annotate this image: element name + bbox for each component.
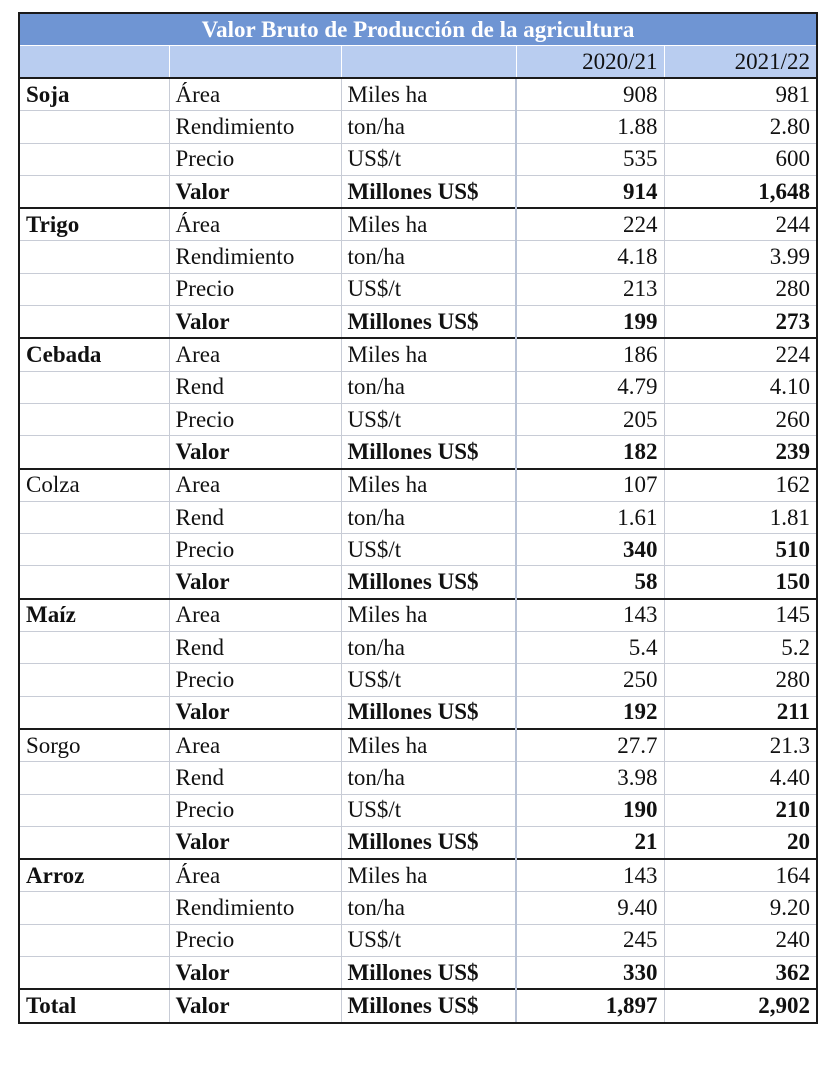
table-row: [19, 436, 817, 469]
value-2020-21-cell: 1,897: [516, 989, 664, 1022]
value-2021-22-cell: 224: [664, 338, 817, 371]
item-cell: Valor: [169, 436, 341, 469]
table-row: [19, 826, 817, 859]
item-cell: Valor: [169, 696, 341, 729]
value-2020-21-cell: 3.98: [516, 762, 664, 794]
table-row: [19, 306, 817, 339]
unit-cell: Miles ha: [341, 78, 516, 111]
table-title: Valor Bruto de Producción de la agricultura: [19, 13, 817, 46]
item-cell: Valor: [169, 957, 341, 990]
table-title-row: [19, 13, 817, 46]
table-row: [19, 664, 817, 696]
table-row: [19, 859, 817, 892]
item-cell: Valor: [169, 175, 341, 208]
value-2020-21-cell: 535: [516, 143, 664, 175]
table-row: [19, 143, 817, 175]
value-2021-22-cell: 4.10: [664, 371, 817, 403]
item-cell: Rend: [169, 632, 341, 664]
table-row: [19, 696, 817, 729]
value-2020-21-cell: 58: [516, 566, 664, 599]
unit-cell: US$/t: [341, 794, 516, 826]
crop-cell: [19, 696, 169, 729]
item-cell: Precio: [169, 273, 341, 305]
value-2020-21-cell: 143: [516, 859, 664, 892]
item-cell: Precio: [169, 403, 341, 435]
value-2021-22-cell: 981: [664, 78, 817, 111]
crop-cell: Colza: [19, 469, 169, 502]
value-2021-22-cell: 21.3: [664, 729, 817, 762]
item-cell: Área: [169, 78, 341, 111]
unit-cell: ton/ha: [341, 241, 516, 273]
unit-cell: Millones US$: [341, 306, 516, 339]
value-2021-22-cell: 260: [664, 403, 817, 435]
table-row: [19, 338, 817, 371]
value-2020-21-cell: 224: [516, 208, 664, 241]
unit-cell: Millones US$: [341, 957, 516, 990]
unit-cell: ton/ha: [341, 632, 516, 664]
crop-cell: [19, 762, 169, 794]
item-cell: Precio: [169, 534, 341, 566]
item-cell: Rendimiento: [169, 241, 341, 273]
value-2021-22-cell: 239: [664, 436, 817, 469]
unit-cell: Millones US$: [341, 696, 516, 729]
table-row: [19, 241, 817, 273]
value-2021-22-cell: 210: [664, 794, 817, 826]
table-row: [19, 469, 817, 502]
value-2021-22-cell: 240: [664, 924, 817, 956]
value-2021-22-cell: 145: [664, 599, 817, 632]
unit-cell: US$/t: [341, 273, 516, 305]
unit-cell: Millones US$: [341, 826, 516, 859]
value-2021-22-cell: 150: [664, 566, 817, 599]
item-cell: Area: [169, 599, 341, 632]
item-cell: Rend: [169, 762, 341, 794]
table-row: [19, 78, 817, 111]
item-cell: Valor: [169, 826, 341, 859]
header-item: [169, 46, 341, 79]
crop-cell: [19, 143, 169, 175]
value-2021-22-cell: 4.40: [664, 762, 817, 794]
unit-cell: Miles ha: [341, 469, 516, 502]
crop-cell: Maíz: [19, 599, 169, 632]
table-row: [19, 957, 817, 990]
production-value-table: [18, 12, 818, 1024]
value-2021-22-cell: 162: [664, 469, 817, 502]
table-row: [19, 566, 817, 599]
table-body: [19, 78, 817, 1023]
value-2020-21-cell: 1.61: [516, 501, 664, 533]
unit-cell: Miles ha: [341, 859, 516, 892]
unit-cell: US$/t: [341, 534, 516, 566]
value-2020-21-cell: 908: [516, 78, 664, 111]
production-table-sheet: [18, 12, 816, 1024]
value-2020-21-cell: 330: [516, 957, 664, 990]
item-cell: Precio: [169, 924, 341, 956]
value-2021-22-cell: 3.99: [664, 241, 817, 273]
value-2020-21-cell: 9.40: [516, 892, 664, 924]
unit-cell: ton/ha: [341, 892, 516, 924]
header-row: [19, 46, 817, 79]
value-2020-21-cell: 192: [516, 696, 664, 729]
unit-cell: ton/ha: [341, 111, 516, 143]
value-2021-22-cell: 280: [664, 664, 817, 696]
unit-cell: Millones US$: [341, 989, 516, 1022]
value-2021-22-cell: 244: [664, 208, 817, 241]
table-row: [19, 501, 817, 533]
header-year-2020-21: 2020/21: [516, 46, 664, 79]
crop-cell: [19, 566, 169, 599]
table-row: [19, 599, 817, 632]
table-row: [19, 632, 817, 664]
crop-cell: [19, 403, 169, 435]
value-2020-21-cell: 250: [516, 664, 664, 696]
value-2020-21-cell: 245: [516, 924, 664, 956]
item-cell: Area: [169, 469, 341, 502]
item-cell: Area: [169, 729, 341, 762]
value-2021-22-cell: 362: [664, 957, 817, 990]
value-2020-21-cell: 186: [516, 338, 664, 371]
unit-cell: US$/t: [341, 143, 516, 175]
unit-cell: Miles ha: [341, 208, 516, 241]
unit-cell: ton/ha: [341, 501, 516, 533]
value-2020-21-cell: 4.18: [516, 241, 664, 273]
crop-cell: Trigo: [19, 208, 169, 241]
value-2021-22-cell: 1.81: [664, 501, 817, 533]
table-row: [19, 208, 817, 241]
table-row: [19, 111, 817, 143]
value-2020-21-cell: 27.7: [516, 729, 664, 762]
crop-cell: Arroz: [19, 859, 169, 892]
value-2021-22-cell: 280: [664, 273, 817, 305]
header-crop: [19, 46, 169, 79]
value-2020-21-cell: 107: [516, 469, 664, 502]
table-row: [19, 729, 817, 762]
crop-cell: [19, 826, 169, 859]
value-2021-22-cell: 20: [664, 826, 817, 859]
unit-cell: ton/ha: [341, 762, 516, 794]
item-cell: Área: [169, 859, 341, 892]
value-2020-21-cell: 199: [516, 306, 664, 339]
value-2020-21-cell: 190: [516, 794, 664, 826]
crop-cell: Total: [19, 989, 169, 1022]
unit-cell: US$/t: [341, 664, 516, 696]
crop-cell: [19, 664, 169, 696]
item-cell: Valor: [169, 989, 341, 1022]
value-2020-21-cell: 143: [516, 599, 664, 632]
item-cell: Precio: [169, 143, 341, 175]
crop-cell: [19, 534, 169, 566]
crop-cell: [19, 111, 169, 143]
crop-cell: [19, 371, 169, 403]
value-2020-21-cell: 340: [516, 534, 664, 566]
table-row: [19, 762, 817, 794]
crop-cell: [19, 892, 169, 924]
value-2020-21-cell: 914: [516, 175, 664, 208]
item-cell: Rend: [169, 501, 341, 533]
unit-cell: US$/t: [341, 403, 516, 435]
item-cell: Área: [169, 208, 341, 241]
value-2020-21-cell: 5.4: [516, 632, 664, 664]
value-2021-22-cell: 273: [664, 306, 817, 339]
table-row: [19, 371, 817, 403]
crop-cell: [19, 273, 169, 305]
table-row: [19, 924, 817, 956]
value-2020-21-cell: 4.79: [516, 371, 664, 403]
table-row: [19, 892, 817, 924]
crop-cell: [19, 501, 169, 533]
value-2021-22-cell: 1,648: [664, 175, 817, 208]
crop-cell: [19, 632, 169, 664]
table-row: [19, 534, 817, 566]
crop-cell: [19, 175, 169, 208]
value-2020-21-cell: 182: [516, 436, 664, 469]
header-unit: [341, 46, 516, 79]
item-cell: Rendimiento: [169, 111, 341, 143]
crop-cell: Soja: [19, 78, 169, 111]
value-2021-22-cell: 211: [664, 696, 817, 729]
value-2021-22-cell: 600: [664, 143, 817, 175]
table-row: [19, 794, 817, 826]
value-2021-22-cell: 2,902: [664, 989, 817, 1022]
value-2020-21-cell: 21: [516, 826, 664, 859]
value-2020-21-cell: 205: [516, 403, 664, 435]
value-2020-21-cell: 213: [516, 273, 664, 305]
crop-cell: [19, 957, 169, 990]
crop-cell: [19, 924, 169, 956]
value-2021-22-cell: 9.20: [664, 892, 817, 924]
header-year-2021-22: 2021/22: [664, 46, 817, 79]
item-cell: Rendimiento: [169, 892, 341, 924]
unit-cell: ton/ha: [341, 371, 516, 403]
crop-cell: [19, 794, 169, 826]
item-cell: Precio: [169, 664, 341, 696]
crop-cell: [19, 241, 169, 273]
item-cell: Rend: [169, 371, 341, 403]
item-cell: Area: [169, 338, 341, 371]
unit-cell: Millones US$: [341, 436, 516, 469]
item-cell: Valor: [169, 566, 341, 599]
unit-cell: Miles ha: [341, 599, 516, 632]
value-2021-22-cell: 510: [664, 534, 817, 566]
crop-cell: Sorgo: [19, 729, 169, 762]
item-cell: Valor: [169, 306, 341, 339]
crop-cell: Cebada: [19, 338, 169, 371]
crop-cell: [19, 306, 169, 339]
table-row: [19, 989, 817, 1022]
table-row: [19, 273, 817, 305]
value-2020-21-cell: 1.88: [516, 111, 664, 143]
value-2021-22-cell: 164: [664, 859, 817, 892]
unit-cell: US$/t: [341, 924, 516, 956]
unit-cell: Miles ha: [341, 729, 516, 762]
value-2021-22-cell: 2.80: [664, 111, 817, 143]
value-2021-22-cell: 5.2: [664, 632, 817, 664]
table-row: [19, 403, 817, 435]
crop-cell: [19, 436, 169, 469]
unit-cell: Miles ha: [341, 338, 516, 371]
unit-cell: Millones US$: [341, 175, 516, 208]
item-cell: Precio: [169, 794, 341, 826]
table-row: [19, 175, 817, 208]
unit-cell: Millones US$: [341, 566, 516, 599]
